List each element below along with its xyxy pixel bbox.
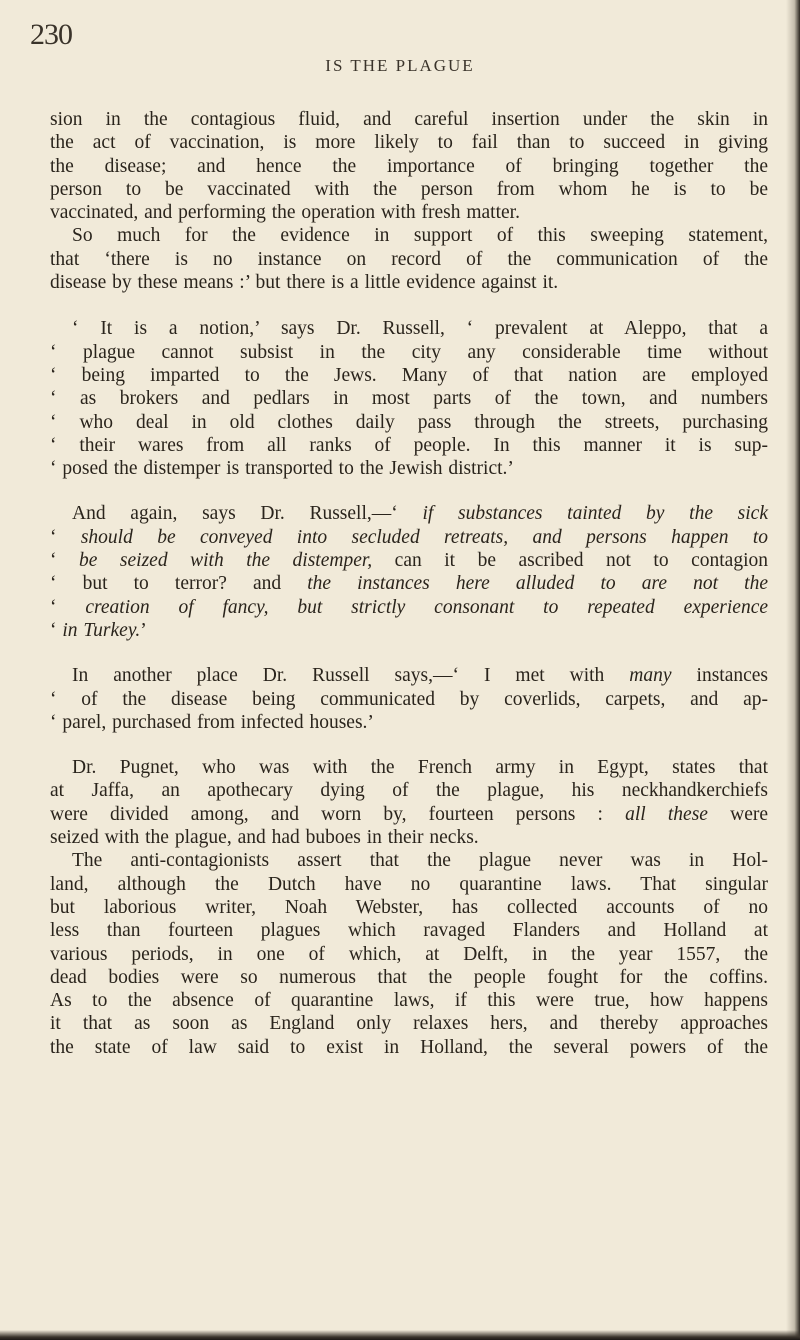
page-bottom-edge bbox=[0, 1330, 800, 1340]
text-line: were divided among, and worn by, fourteen persons : all these were bbox=[50, 803, 769, 825]
text-line: The anti-contagionists assert that the plague never was in Hol- bbox=[72, 850, 768, 872]
text-line: ‘ their wares from all ranks of people. In this manner it is sup- bbox=[50, 434, 768, 456]
text-line: Dr. Pugnet, who was with the French army in Egypt, states that bbox=[72, 757, 768, 779]
body-text bbox=[50, 108, 768, 1059]
text-line: seized with the plague, and had buboes in their necks. bbox=[50, 827, 479, 849]
text-line: the disease; and hence the importance of bringing together the bbox=[50, 155, 768, 177]
paragraph bbox=[50, 108, 768, 224]
text-line: person to be vaccinated with the person from whom he is to be bbox=[50, 178, 768, 200]
text-line: ‘ creation of fancy, but strictly consonant to repeated experience bbox=[50, 596, 769, 618]
text-line: ‘ being imparted to the Jews. Many of that nation are employed bbox=[50, 364, 768, 386]
page-number: 230 bbox=[30, 18, 72, 51]
text-line: So much for the evidence in support of this sweeping statement, bbox=[72, 225, 768, 247]
text-line: dead bodies were so numerous that the people fought for the coffins. bbox=[50, 966, 768, 988]
quotation-paragraph bbox=[50, 664, 768, 734]
running-head: IS THE PLAGUE bbox=[325, 56, 475, 75]
text-line: the state of law said to exist in Holland, the several powers of the bbox=[50, 1036, 768, 1058]
text-line: it that as soon as England only relaxes hers, and thereby approaches bbox=[50, 1013, 768, 1035]
text-line: that ‘there is no instance on record of the communication of the bbox=[50, 248, 768, 270]
text-line: ‘ parel, purchased from infected houses.’ bbox=[50, 711, 374, 733]
text-line: ‘ as brokers and pedlars in most parts of the town, and numbers bbox=[50, 388, 768, 410]
text-line: ‘ plague cannot subsist in the city any considerable time without bbox=[50, 341, 768, 363]
text-line: As to the absence of quarantine laws, if this were true, how happens bbox=[50, 990, 768, 1012]
text-line: vaccinated, and performing the operation with fresh matter. bbox=[50, 202, 520, 224]
text-line: In another place Dr. Russell says,—‘ I met with many instances bbox=[72, 665, 769, 687]
page-edge-shadow bbox=[786, 0, 800, 1340]
text-line: various periods, in one of which, at Delft, in the year 1557, the bbox=[50, 943, 768, 965]
paragraph bbox=[50, 849, 768, 1059]
text-line: ‘ in Turkey.’ bbox=[50, 619, 147, 641]
text-line: ‘ It is a notion,’ says Dr. Russell, ‘ prevalent at Aleppo, that a bbox=[72, 318, 768, 340]
paragraph bbox=[50, 224, 768, 294]
text-line: ‘ who deal in old clothes daily pass through the streets, purchasing bbox=[50, 411, 768, 433]
text-line: at Jaffa, an apothecary dying of the plague, his neckhandkerchiefs bbox=[50, 780, 768, 802]
text-line: but laborious writer, Noah Webster, has collected accounts of no bbox=[50, 896, 768, 918]
text-line: ‘ be seized with the distemper, can it be ascribed not to contagion bbox=[50, 550, 769, 572]
paragraph bbox=[50, 756, 768, 849]
text-line: And again, says Dr. Russell,—‘ if substances tainted by the sick bbox=[72, 503, 768, 525]
text-line: ‘ posed the distemper is transported to the Jewish district.’ bbox=[50, 458, 514, 480]
text-line: sion in the contagious fluid, and careful insertion under the skin in bbox=[50, 109, 768, 130]
text-line: land, although the Dutch have no quarantine laws. That singular bbox=[50, 873, 768, 895]
text-line: disease by these means :’ but there is a little evidence against it. bbox=[50, 272, 559, 294]
text-line: ‘ of the disease being communicated by coverlids, carpets, and ap- bbox=[50, 688, 768, 710]
text-line: the act of vaccination, is more likely to fail than to succeed in giving bbox=[50, 132, 768, 154]
text-line: ‘ but to terror? and the instances here alluded to are not the bbox=[50, 573, 768, 595]
quotation-paragraph bbox=[50, 502, 768, 642]
text-line: less than fourteen plagues which ravaged Flanders and Holland at bbox=[50, 920, 768, 942]
quotation-paragraph bbox=[50, 317, 768, 480]
text-line: ‘ should be conveyed into secluded retreats, and persons happen to bbox=[50, 526, 768, 548]
